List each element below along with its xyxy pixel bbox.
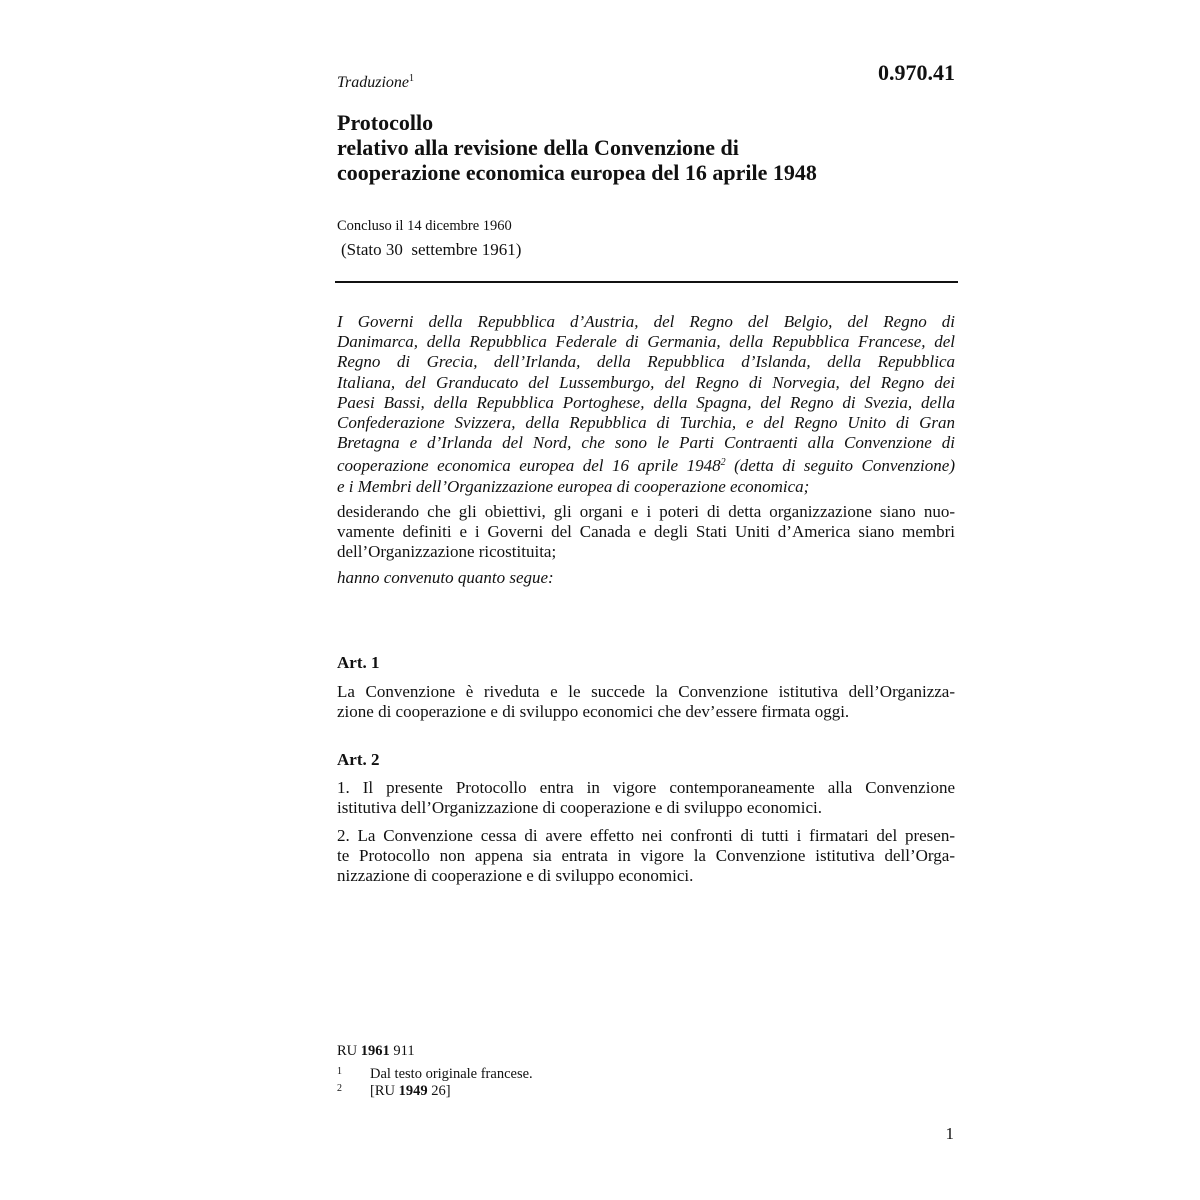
preamble-line: Confederazione Svizzera, della Repubblica di Turchia, e del Regno Unito di Gran [337, 413, 955, 433]
article-1-heading: Art. 1 [337, 653, 380, 672]
article-line: La Convenzione è riveduta e le succede la Convenzione istitutiva dell’Organizza- [337, 682, 955, 701]
article-2-heading: Art. 2 [337, 750, 380, 769]
official-compilation-reference [337, 1043, 415, 1060]
footnote-number: 2 [337, 1083, 342, 1094]
preamble-text: (detta di seguito Convenzione) [725, 456, 955, 476]
ref-year: 1961 [360, 1043, 390, 1059]
recital [337, 502, 955, 563]
title-line: Protocollo [337, 110, 434, 135]
concluded-date: Concluso il 14 dicembre 1960 [337, 218, 512, 234]
preamble [337, 312, 955, 497]
preamble-line [337, 453, 955, 476]
footnote-reference-2[interactable]: 2 [720, 457, 726, 469]
article-1-text [337, 682, 955, 722]
ref-page: 911 [389, 1043, 415, 1059]
ref-prefix: RU [337, 1043, 361, 1059]
agreement-clause [337, 568, 955, 588]
sr-number: 0.970.41 [878, 60, 955, 85]
footnote-text: Dal testo originale francese. [370, 1066, 533, 1082]
preamble-line: Paesi Bassi, della Repubblica Portoghese, della Spagna, del Regno di Svezia, della [337, 392, 955, 412]
preamble-text: cooperazione economica europea del 16 aprile 1948 [337, 456, 721, 476]
footnote-1 [337, 1064, 533, 1082]
title-line: cooperazione economica europea del 16 aprile 1948 [337, 160, 817, 185]
article-line: 2. La Convenzione cessa di avere effetto nei confronti di tutti i firmatari del presen- [337, 826, 955, 845]
preamble-line: Bretagna e d’Irlanda del Nord, che sono le Parti Contraenti alla Convenzione di [337, 433, 955, 453]
footnote-text-suffix: 26] [427, 1083, 451, 1099]
document-title [337, 110, 957, 185]
title-line: relativo alla revisione della Convenzione di [337, 135, 739, 160]
article-line: nizzazione di cooperazione e di sviluppo economici. [337, 866, 694, 886]
header-divider [335, 281, 958, 283]
translation-note [337, 73, 414, 92]
footnote-year: 1949 [398, 1083, 428, 1099]
preamble-line: I Governi della Repubblica d’Austria, del Regno del Belgio, del Regno di [337, 312, 955, 331]
article-line: 1. Il presente Protocollo entra in vigore contemporaneamente alla Convenzione [337, 778, 955, 797]
footnote-text-prefix: [RU [370, 1083, 399, 1099]
status-date: (Stato 30 settembre 1961) [341, 240, 522, 259]
article-2-paragraph-2 [337, 826, 955, 887]
preamble-line: Danimarca, della Repubblica Federale di Germania, della Repubblica Francese, del [337, 332, 955, 352]
article-2-paragraph-1 [337, 778, 955, 818]
article-line: zione di cooperazione e di sviluppo economici che dev’essere firmata oggi. [337, 702, 850, 722]
agreement-text: hanno convenuto quanto segue: [337, 568, 554, 587]
preamble-line: Italiana, del Granducato del Lussemburgo, del Regno di Norvegia, del Regno dei [337, 372, 955, 392]
preamble-line: Regno di Grecia, dell’Irlanda, della Repubblica d’Islanda, della Repubblica [337, 352, 955, 372]
footnote-number: 1 [337, 1066, 342, 1077]
preamble-line: e i Membri dell’Organizzazione europea di cooperazione economica; [337, 476, 810, 496]
page-number: 1 [945, 1124, 954, 1143]
recital-line: dell’Organizzazione ricostituita; [337, 542, 557, 562]
recital-line: desiderando che gli obiettivi, gli organi e i poteri di detta organizzazione siano nuo- [337, 502, 955, 521]
article-line: te Protocollo non appena sia entrata in vigore la Convenzione istitutiva dell’Orga- [337, 846, 955, 866]
article-line: istitutiva dell’Organizzazione di cooperazione e di sviluppo economici. [337, 798, 822, 818]
recital-line: vamente definiti e i Governi del Canada e degli Stati Uniti d’America siano membri [337, 522, 955, 542]
translation-label: Traduzione [337, 74, 410, 91]
footnote-2 [337, 1081, 451, 1099]
footnote-reference-1[interactable]: 1 [409, 73, 415, 84]
